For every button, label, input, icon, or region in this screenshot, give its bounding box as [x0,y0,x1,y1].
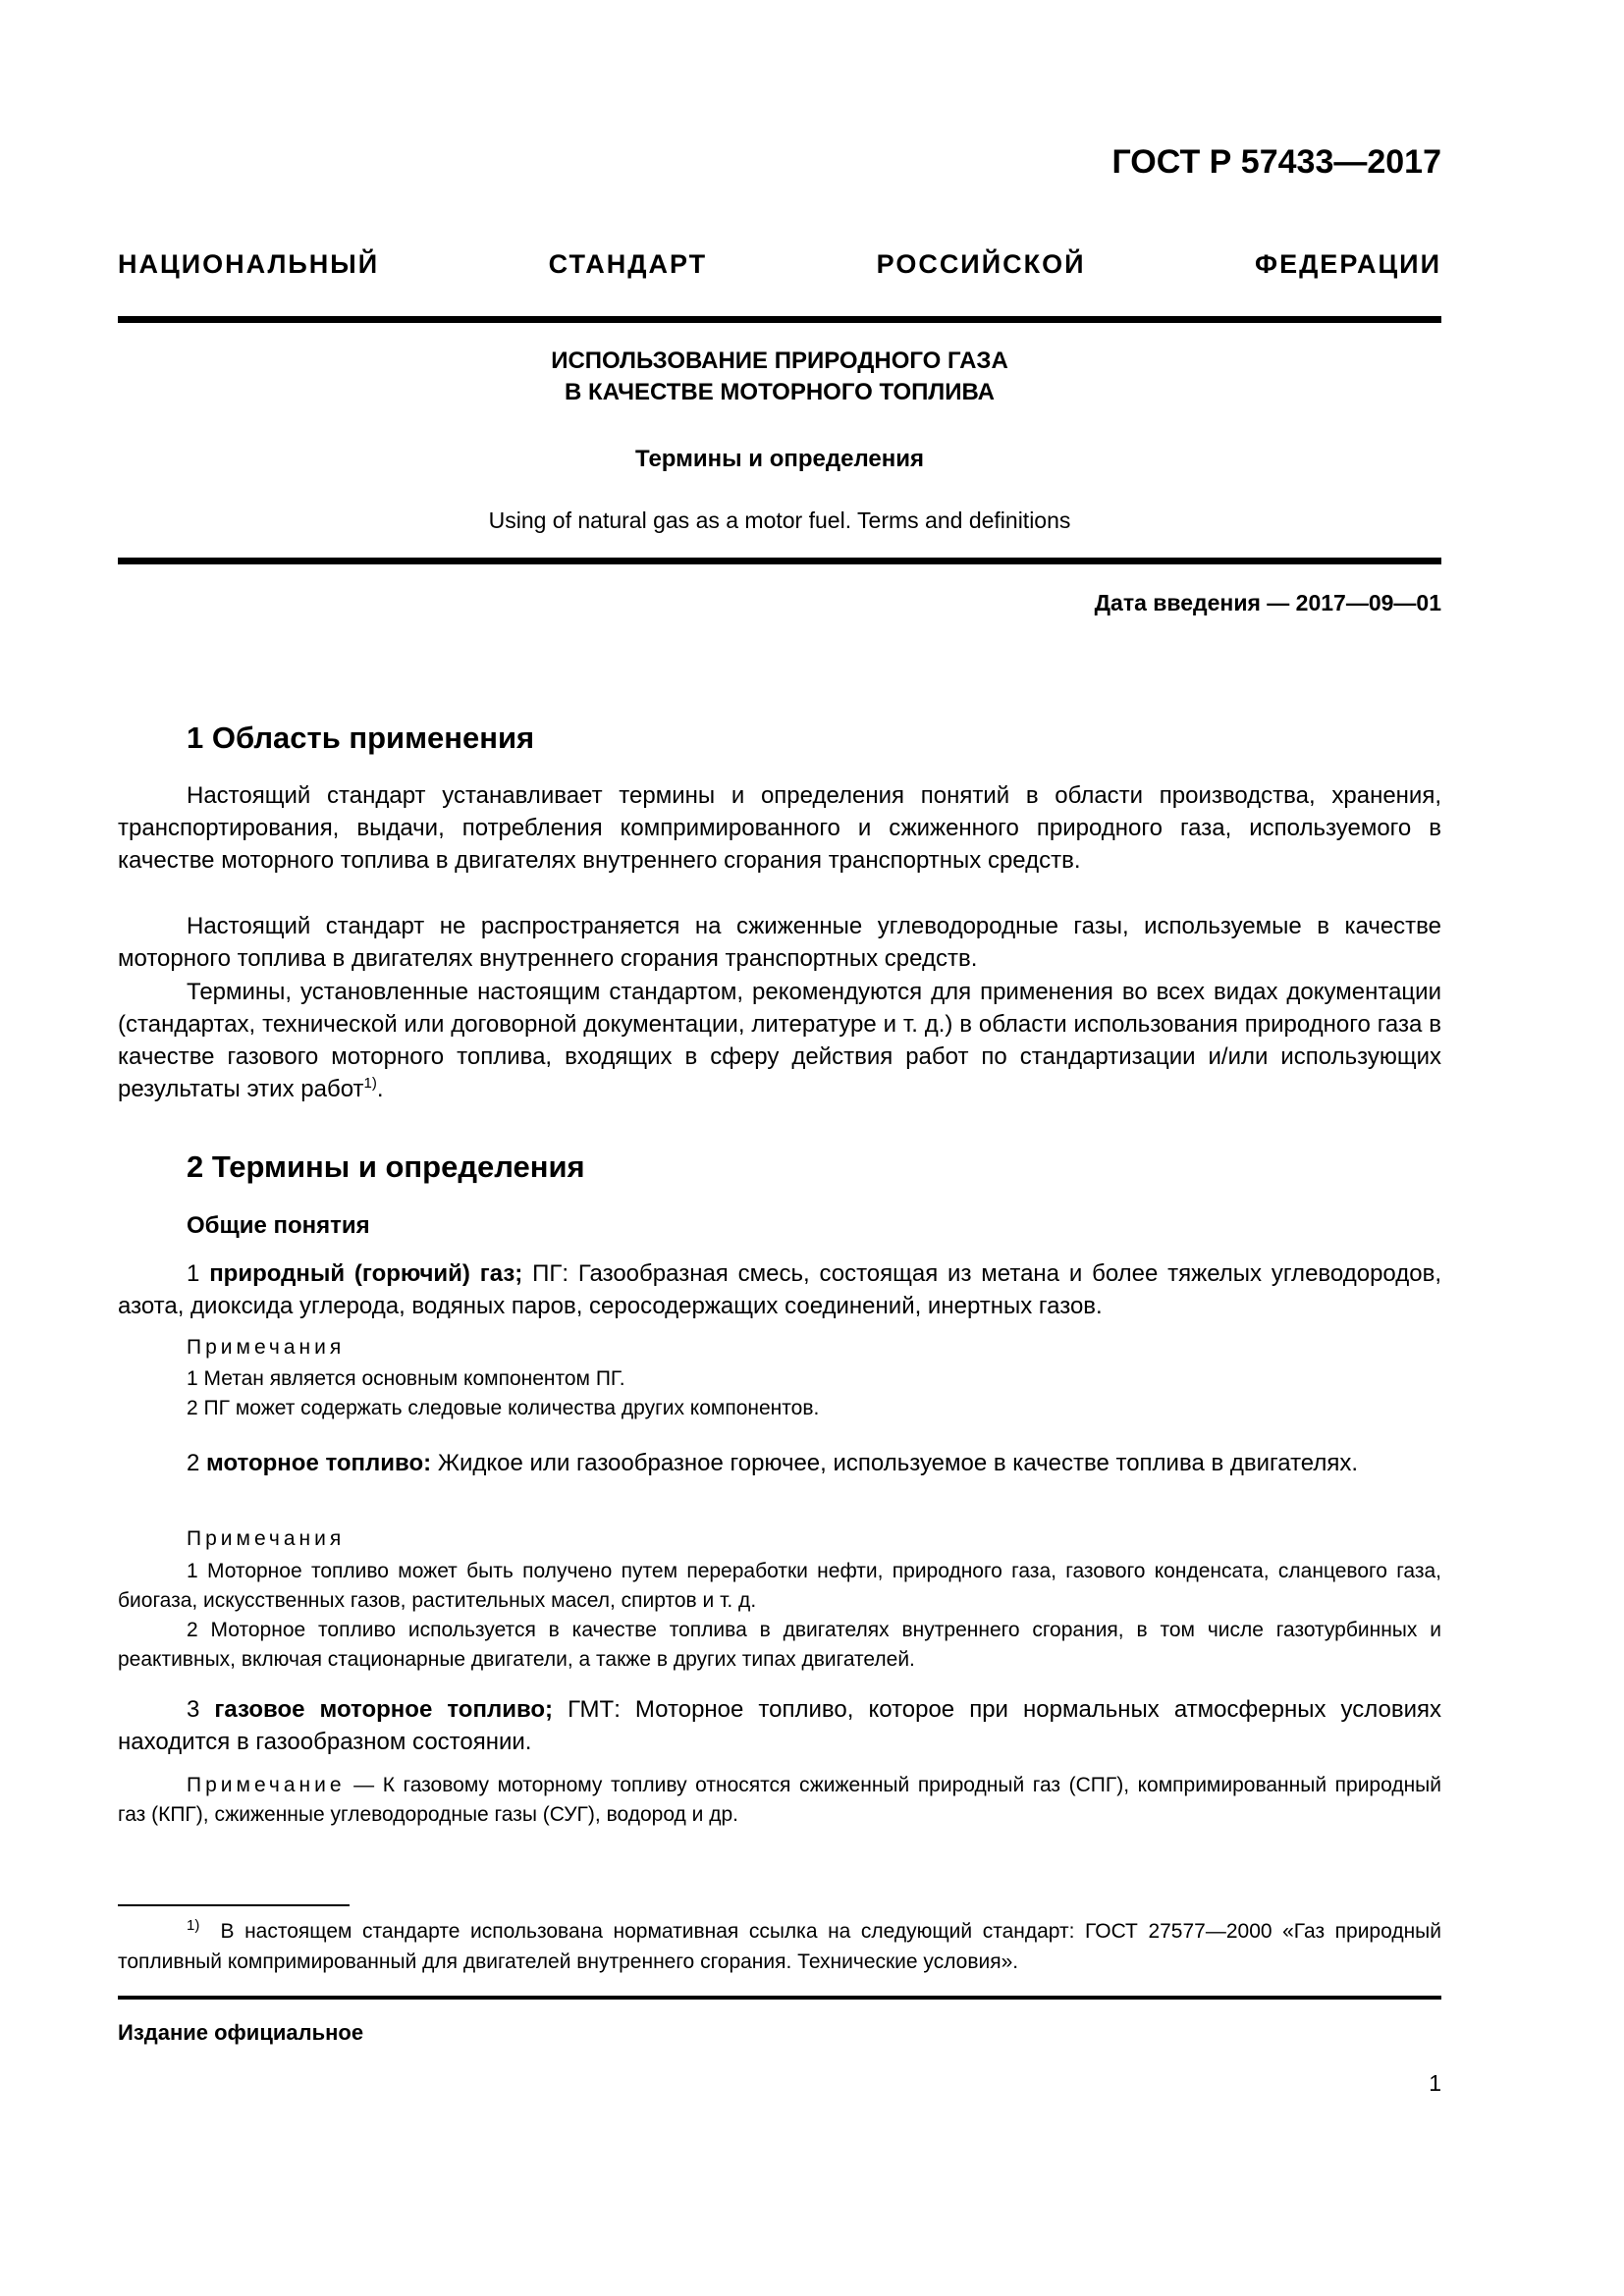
term-2-name: моторное топливо: [206,1450,432,1476]
title-line-1: ИСПОЛЬЗОВАНИЕ ПРИРОДНОГО ГАЗА [551,347,1008,374]
term-3-definition: ГМТ: Моторное топливо, которое при нормальных атмосферных условиях находится в газообразном состоянии. [118,1696,1442,1755]
section-1-paragraph-1: Настоящий стандарт устанавливает термины и определения понятий в области производства, хранения, транспортирования, выдачи, потребления компримированного и сжиженного природного газа, используемого в качестве моторного топлива в двигателях внутреннего сгорания транспортных средств. [118,782,1441,874]
term-3-name: газовое моторное топливо; [214,1696,554,1723]
title-bottom-rule [118,558,1441,564]
official-edition-label: Издание официальное [118,2020,364,2045]
introduction-date: Дата введения — 2017—09—01 [1094,590,1441,615]
term-3-note-text: — К газовому моторному топливу относятся сжиженный природный газ (СПГ), компримированный природный газ (КПГ), сжиженные углеводородные газы (СУГ), водород и др. [118,1774,1441,1826]
footnote [118,1916,1441,1977]
term-3-number: 3 [187,1696,200,1723]
term-2-entry [118,1447,1441,1479]
page-number: 1 [1429,2070,1441,2096]
term-2-note-1: 1 Моторное топливо может быть получено путем переработки нефти, природного газа, газового конденсата, сланцевого газа, биогаза, искусственных газов, растительных масел, спиртов и т. д. [118,1560,1441,1612]
term-2-definition: Жидкое или газообразное горючее, используемое в качестве топлива в двигателях. [437,1450,1359,1476]
term-1-name: природный (горючий) газ; [209,1260,523,1287]
term-1-note-2: 2 ПГ может содержать следовые количества других компонентов. [187,1397,820,1419]
footnote-reference: 1) [363,1075,377,1092]
footer-rule [118,1996,1441,2000]
title-line-2: В КАЧЕСТВЕ МОТОРНОГО ТОПЛИВА [565,379,995,405]
term-2-number: 2 [187,1450,200,1476]
top-rule [118,316,1441,323]
term-3-note-label: Примечание [187,1774,346,1796]
standard-code: ГОСТ Р 57433—2017 [1111,143,1441,181]
footnote-text: В настоящем стандарте использована нормативная ссылка на следующий стандарт: ГОСТ 27577—2000 «Газ природный топливный компримированный для двигателей внутреннего сгорания. Технические условия». [118,1920,1441,1973]
footnote-rule [118,1904,350,1906]
term-1-definition: ПГ: Газообразная смесь, состоящая из метана и более тяжелых углеводородов, азота, диоксида углерода, водяных паров, серосодержащих соединений, инертных газов. [118,1260,1441,1319]
section-2-heading: 2 Термины и определения [187,1149,585,1184]
term-1-number: 1 [187,1260,200,1287]
term-1-entry [118,1257,1441,1322]
document-subtitle: Термины и определения [634,446,925,472]
english-title: Using of natural gas as a motor fuel. Terms and definitions [488,507,1071,533]
national-standard-banner: НАЦИОНАЛЬНЫЙ СТАНДАРТ РОССИЙСКОЙ ФЕДЕРАЦИИ [118,249,1441,279]
term-3-entry [118,1693,1441,1758]
paragraph-3-end: . [376,1076,384,1102]
term-3-note [118,1771,1441,1830]
term-2-notes-heading: Примечания [187,1527,346,1550]
section-1-paragraph-3 [118,976,1441,1105]
term-1-note-1: 1 Метан является основным компонентом ПГ. [187,1367,625,1390]
paragraph-3-text: Термины, установленные настоящим стандартом, рекомендуются для применения во всех видах документации (стандартах, технической или договорной документации, литературе и т. д.) в области использования природного газа в качестве газового моторного топлива, входящих в сферу действия работ по стандартизации и/или использующих результаты этих работ [118,979,1441,1102]
section-1-paragraph-2: Настоящий стандарт не распространяется на сжиженные углеводородные газы, используемые в качестве моторного топлива в двигателях внутреннего сгорания транспортных средств. [118,913,1441,972]
section-1-heading: 1 Область применения [187,721,535,755]
term-1-notes-heading: Примечания [187,1336,346,1359]
term-2-note-2: 2 Моторное топливо используется в качестве топлива в двигателях внутреннего сгорания, в том числе газотурбинных и реактивных, включая стационарные двигатели, а также в других типах двигателей. [118,1619,1441,1671]
general-concepts-heading: Общие понятия [187,1212,370,1239]
footnote-mark: 1) [187,1917,200,1934]
document-title [118,346,1441,408]
